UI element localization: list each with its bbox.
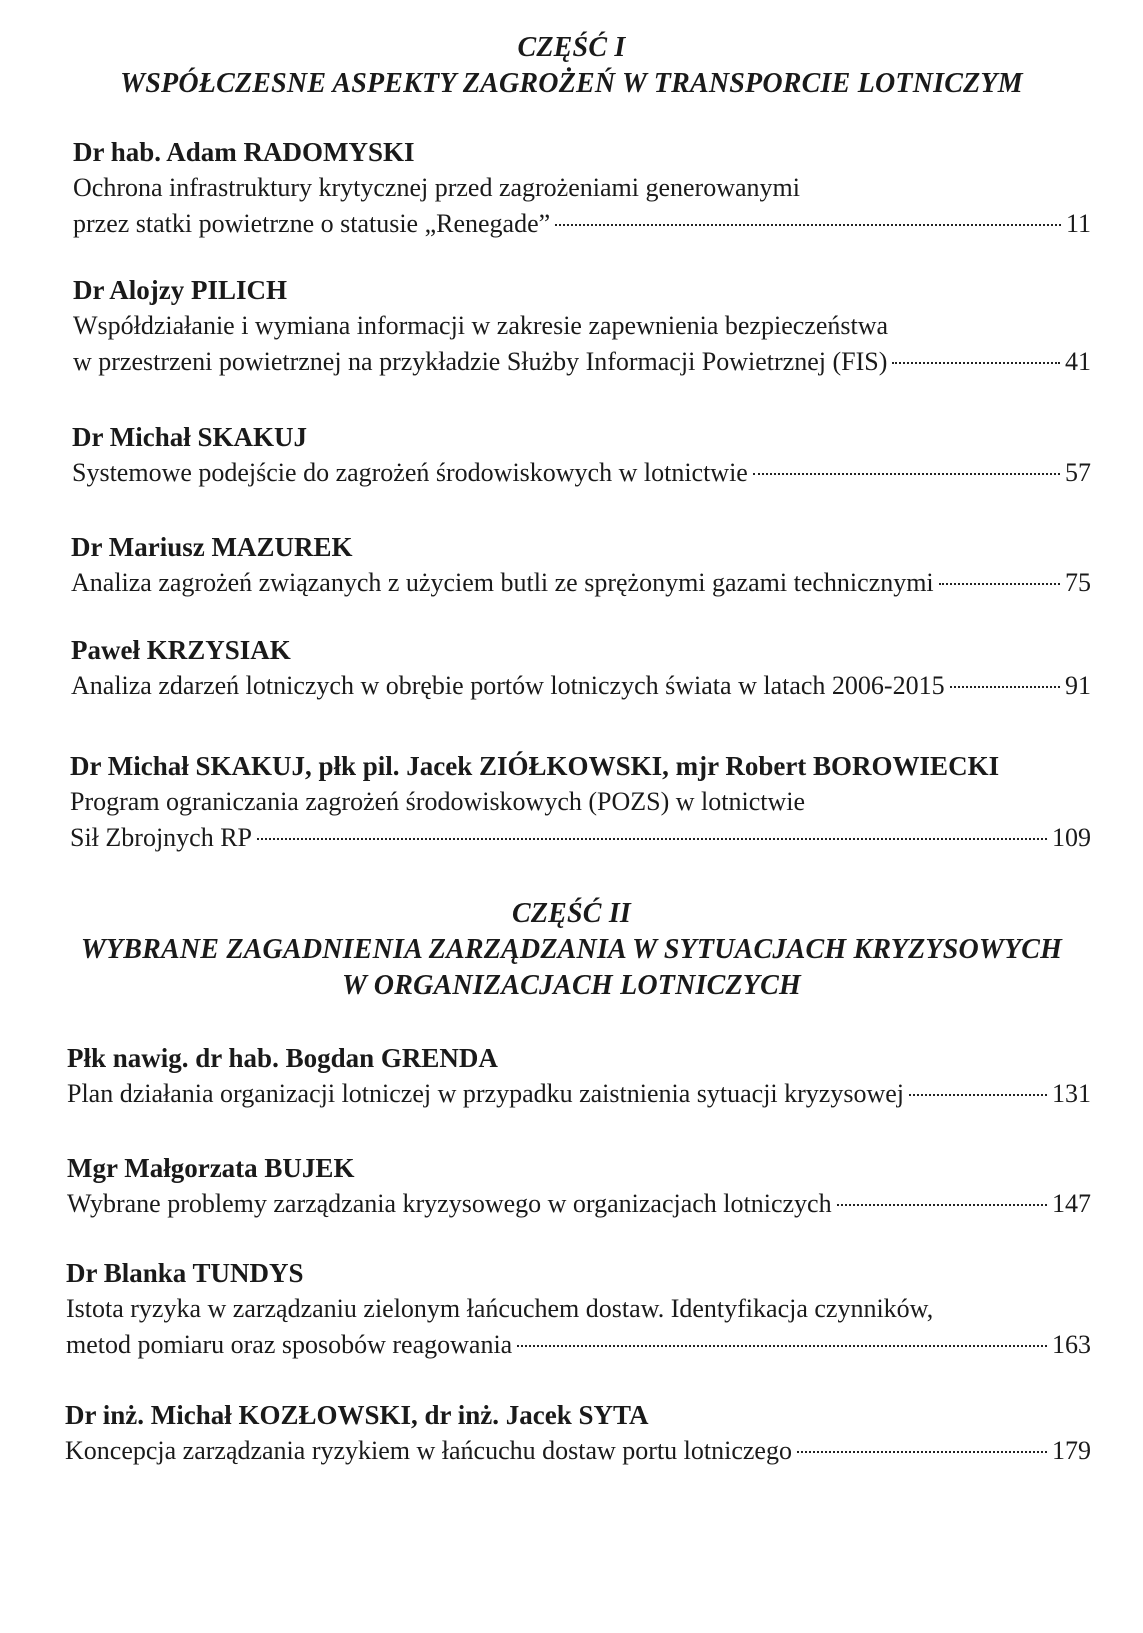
entry-page-number: 179	[1052, 1436, 1091, 1465]
entry-title-text: w przestrzeni powietrznej na przykładzie Służby Informacji Powietrznej (FIS)	[73, 347, 888, 376]
entry-author: Paweł KRZYSIAK	[71, 635, 291, 665]
entry-author: Dr Michał SKAKUJ	[72, 422, 307, 452]
dot-leader	[257, 838, 1047, 840]
entry-author: Dr Blanka TUNDYS	[66, 1258, 304, 1288]
entry-title-line	[67, 1186, 1091, 1222]
entry-author: Dr inż. Michał KOZŁOWSKI, dr inż. Jacek SYTA	[65, 1400, 649, 1430]
toc-entry	[67, 1040, 1091, 1112]
toc-entry	[73, 134, 1091, 242]
entry-title-text: Program ograniczania zagrożeń środowiskowych (POZS) w lotnictwie	[70, 787, 806, 816]
entry-title-text: metod pomiaru oraz sposobów reagowania	[66, 1330, 513, 1359]
entry-page-number: 41	[1065, 347, 1091, 376]
entry-title-line	[73, 170, 1091, 206]
entry-title-text: przez statki powietrzne o statusie „Renegade”	[73, 209, 551, 238]
dot-leader	[939, 583, 1060, 585]
part-title: WSPÓŁCZESNE ASPEKTY ZAGROŻEŃ W TRANSPORCIE LOTNICZYM	[120, 68, 1023, 99]
entry-author: Płk nawig. dr hab. Bogdan GRENDA	[67, 1043, 498, 1073]
entry-title-text: Współdziałanie i wymiana informacji w zakresie zapewnienia bezpieczeństwa	[73, 311, 889, 340]
entry-page-number: 131	[1052, 1079, 1091, 1108]
entry-title-line	[73, 344, 1091, 380]
dot-leader	[909, 1094, 1047, 1096]
toc-entry	[71, 632, 1091, 704]
entry-title-line	[70, 820, 1091, 856]
dot-leader	[892, 362, 1060, 364]
entry-title-line	[67, 1076, 1091, 1112]
part-heading	[0, 896, 1143, 1004]
entry-title-line	[71, 668, 1091, 704]
entry-page-number: 91	[1065, 671, 1091, 700]
toc-entry	[70, 748, 1091, 856]
entry-title-line	[73, 308, 1091, 344]
entry-page-number: 109	[1052, 823, 1091, 852]
entry-title-line	[66, 1327, 1091, 1363]
dot-leader	[837, 1204, 1047, 1206]
entry-title-line	[71, 565, 1091, 601]
entry-author: Dr Michał SKAKUJ, płk pil. Jacek ZIÓŁKOWSKI, mjr Robert BOROWIECKI	[70, 751, 1000, 781]
entry-title-text: Wybrane problemy zarządzania kryzysowego w organizacjach lotniczych	[67, 1189, 832, 1218]
dot-leader	[555, 224, 1061, 226]
entry-title-text: Analiza zagrożeń związanych z użyciem butli ze sprężonymi gazami technicznymi	[71, 568, 934, 597]
entry-title-text: Istota ryzyka w zarządzaniu zielonym łańcuchem dostaw. Identyfikacja czynników,	[66, 1294, 934, 1323]
dot-leader	[753, 473, 1060, 475]
entry-author: Dr Mariusz MAZUREK	[71, 532, 353, 562]
entry-title-text: Sił Zbrojnych RP	[70, 823, 253, 852]
entry-author: Mgr Małgorzata BUJEK	[67, 1153, 355, 1183]
entry-title-text: Systemowe podejście do zagrożeń środowiskowych w lotnictwie	[72, 458, 748, 487]
entry-title-text: Koncepcja zarządzania ryzykiem w łańcuchu dostaw portu lotniczego	[65, 1436, 792, 1465]
entry-page-number: 147	[1052, 1189, 1091, 1218]
toc-entry	[67, 1150, 1091, 1222]
part-title: WYBRANE ZAGADNIENIA ZARZĄDZANIA W SYTUACJACH KRYZYSOWYCH	[80, 934, 1063, 965]
entry-author: Dr Alojzy PILICH	[73, 275, 287, 305]
entry-page-number: 57	[1065, 458, 1091, 487]
toc-entry	[65, 1397, 1091, 1469]
toc-entry	[72, 419, 1091, 491]
entry-title-line	[66, 1291, 1091, 1327]
part-heading	[0, 30, 1143, 102]
toc-entry	[71, 529, 1091, 601]
entry-title-line	[73, 206, 1091, 242]
entry-title-text: Ochrona infrastruktury krytycznej przed zagrożeniami generowanymi	[73, 173, 800, 202]
dot-leader	[950, 686, 1060, 688]
entry-title-line	[70, 784, 1091, 820]
part-title: W ORGANIZACJACH LOTNICZYCH	[342, 970, 801, 1001]
entry-title-text: Plan działania organizacji lotniczej w przypadku zaistnienia sytuacji kryzysowej	[67, 1079, 905, 1108]
entry-author: Dr hab. Adam RADOMYSKI	[73, 137, 415, 167]
entry-page-number: 163	[1052, 1330, 1091, 1359]
toc-entry	[73, 272, 1091, 380]
part-label: CZĘŚĆ II	[511, 898, 632, 929]
entry-page-number: 75	[1065, 568, 1091, 597]
entry-page-number: 11	[1065, 209, 1091, 238]
dot-leader	[517, 1345, 1047, 1347]
dot-leader	[797, 1451, 1047, 1453]
entry-title-text: Analiza zdarzeń lotniczych w obrębie portów lotniczych świata w latach 2006-2015	[71, 671, 945, 700]
part-label: CZĘŚĆ I	[517, 32, 626, 63]
entry-title-line	[72, 455, 1091, 491]
toc-entry	[66, 1255, 1091, 1363]
entry-title-line	[65, 1433, 1091, 1469]
